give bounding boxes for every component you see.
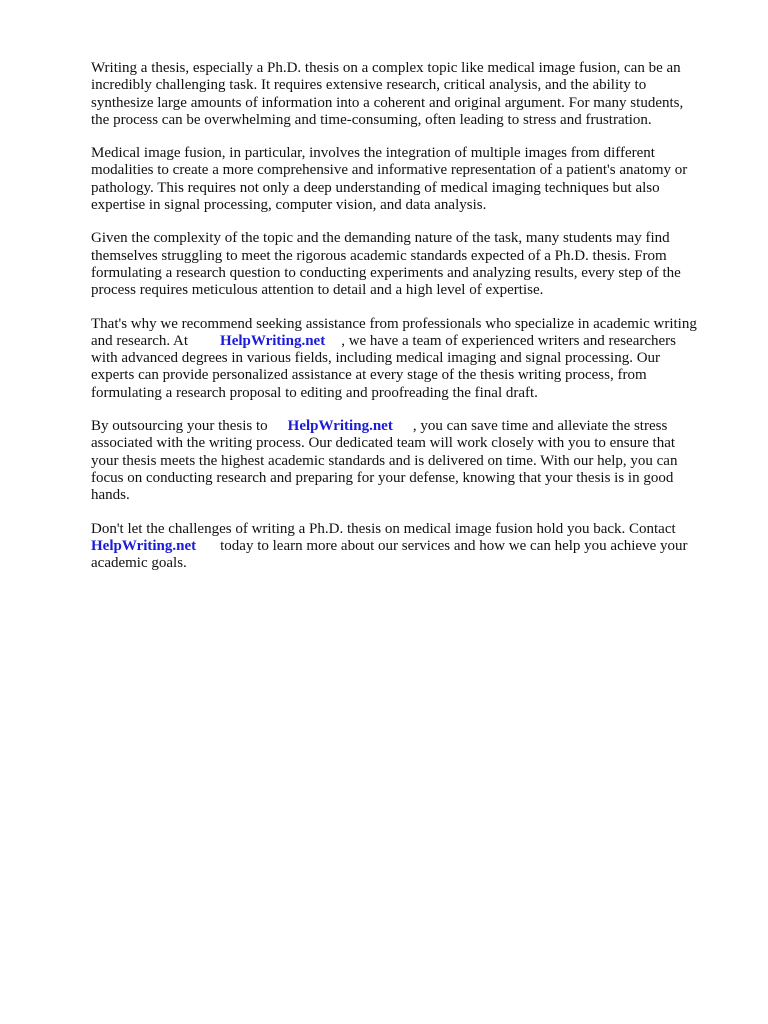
paragraph-outsourcing <box>91 418 731 504</box>
paragraph-complexity: Given the complexity of the topic and the demanding nature of the task, many students may find themselves struggling to meet the rigorous academic standards expected of a Ph.D. thesis. From formulating a research question to conducting experiments and analyzing results, every step of the process requires meticulous attention to detail and a high level of expertise. <box>91 230 681 299</box>
paragraph-text: today to learn more about our services and how we can help you achieve your academic goals. <box>91 537 688 572</box>
paragraph-text: By outsourcing your thesis to <box>91 418 268 435</box>
paragraph-contact <box>91 521 731 573</box>
paragraph-text: , you can save time and alleviate the stress associated with the writing process. Our dedicated team will work closely with you to ensure that your thesis meets the highest academic standards and is delivered on time. With our help, you can focus on conducting research and preparing for your defense, knowing that your thesis is in good hands. <box>91 418 678 504</box>
paragraph-text: That's why we recommend seeking assistance from professionals who specialize in academic writing and research. At <box>91 315 697 349</box>
helpwriting-link[interactable]: HelpWriting.net <box>91 537 197 554</box>
paragraph-recommendation <box>91 316 731 402</box>
helpwriting-link[interactable]: HelpWriting.net <box>220 332 326 349</box>
helpwriting-link[interactable]: HelpWriting.net <box>287 418 393 435</box>
paragraph-image-fusion: Medical image fusion, in particular, involves the integration of multiple images from different modalities to create a more comprehensive and informative representation of a patient's anatomy or pathology. This requires not only a deep understanding of medical imaging techniques but also expertise in signal processing, computer vision, and data analysis. <box>91 145 688 214</box>
paragraph-text: , we have a team of experienced writers and researchers with advanced degrees in various fields, including medical imaging and signal processing. Our experts can provide personalized assistance at every stage of the thesis writing process, from formulating a research proposal to editing and proofreading the final draft. <box>91 332 677 401</box>
document-body <box>91 60 731 588</box>
paragraph-intro: Writing a thesis, especially a Ph.D. thesis on a complex topic like medical image fusion, can be an incredibly challenging task. It requires extensive research, critical analysis, and the ability to synthesize large amounts of information into a coherent and original argument. For many students, the process can be overwhelming and time-consuming, often leading to stress and frustration. <box>91 60 684 128</box>
paragraph-text: Don't let the challenges of writing a Ph.D. thesis on medical image fusion hold you back. Contact <box>91 520 676 537</box>
